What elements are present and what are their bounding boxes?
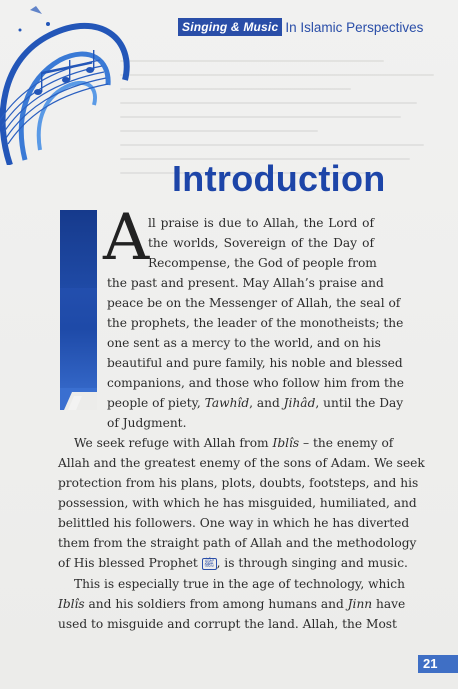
text-span: have	[372, 597, 406, 611]
text-span: We seek refuge with Allah from	[74, 436, 273, 450]
paragraph-1-body	[107, 273, 404, 433]
text-span: – the enemy of	[299, 436, 394, 450]
drop-cap: A	[103, 201, 150, 275]
text-line	[58, 594, 406, 614]
text-span: , and	[249, 396, 284, 410]
text-line: ll praise is due to Allah, the Lord of	[148, 216, 374, 230]
text-line: of Judgment.	[107, 416, 187, 430]
text-line: belittled his followers. One way in which he has diverted	[58, 516, 410, 530]
text-line: peace be on the Messenger of Allah, the seal of	[107, 296, 401, 310]
text-line: the prophets, the leader of the monotheists; the	[107, 316, 404, 330]
header-badge: Singing & Music	[178, 18, 282, 36]
decorative-bar-dark	[60, 210, 97, 288]
text-line: used to misguide and corrupt the land. Allah, the Most	[58, 617, 397, 631]
chapter-title: Introduction	[172, 158, 386, 199]
decorative-bar-tail	[60, 388, 97, 410]
text-span: people of piety,	[107, 396, 205, 410]
text-line	[58, 433, 394, 453]
text-line: the worlds, Sovereign of the Day of	[148, 236, 374, 250]
paragraph-1-top	[148, 213, 377, 273]
text-span: of His blessed Prophet	[58, 556, 202, 570]
text-line: beautiful and pure family, his noble and blessed	[107, 356, 403, 370]
term-iblis: Iblîs	[272, 436, 300, 450]
text-line	[107, 393, 404, 413]
text-line: Recompense, the God of people from	[148, 256, 377, 270]
text-line: one sent as a mercy to the world, and on his	[107, 336, 381, 350]
term-jihad: Jihâd	[283, 396, 316, 410]
running-header	[178, 17, 423, 37]
term-iblis: Iblîs	[58, 597, 85, 611]
text-span: , is through singing and music.	[216, 556, 408, 570]
text-line: the past and present. May Allah’s praise and	[107, 276, 384, 290]
salutation-glyph-icon: ﷺ	[203, 558, 215, 569]
text-span: and his soldiers from among humans and	[84, 597, 348, 611]
text-line: protection from his plans, plots, doubts, footsteps, and his	[58, 476, 419, 490]
page-number: 21	[423, 656, 438, 671]
paragraph-2	[58, 433, 425, 573]
text-line	[58, 553, 408, 573]
paragraph-3	[58, 574, 406, 634]
text-line: companions, and those who follow him from the	[107, 376, 404, 390]
music-ornament-icon	[0, 0, 140, 165]
header-title: In Islamic Perspectives	[285, 19, 424, 35]
text-line: them from the straight path of Allah and the methodology	[58, 536, 417, 550]
term-jinn: Jinn	[347, 597, 373, 611]
text-line: This is especially true in the age of technology, which	[74, 577, 405, 591]
text-span: , until the Day	[315, 396, 404, 410]
text-line: possession, with which he has misguided, humiliated, and	[58, 496, 417, 510]
text-line: Allah and the greatest enemy of the sons of Adam. We seek	[58, 456, 425, 470]
term-tawhid: Tawhîd	[204, 396, 250, 410]
